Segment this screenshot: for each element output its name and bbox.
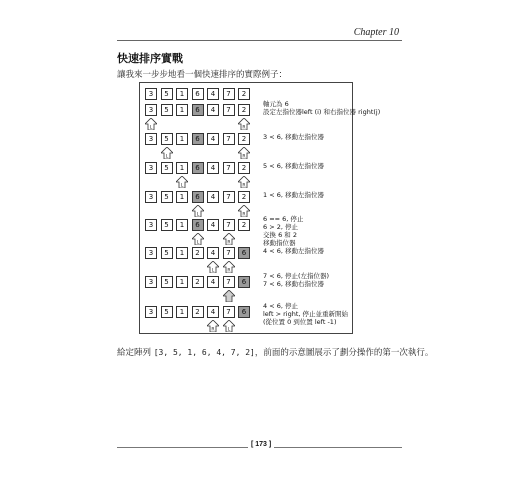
svg-text:L: L xyxy=(149,125,153,130)
pointer-icon xyxy=(223,290,235,302)
array-cell: 7 xyxy=(223,133,235,145)
left-pointer-icon xyxy=(161,147,173,159)
step-note xyxy=(263,247,324,255)
array-cell: 5 xyxy=(161,191,173,203)
array-cell: 1 xyxy=(176,133,188,145)
array-cell: 6 xyxy=(238,247,250,259)
left-pointer-icon xyxy=(207,261,219,273)
array-cell: 4 xyxy=(207,306,219,318)
array-cell: 7 xyxy=(223,306,235,318)
svg-text:R: R xyxy=(226,240,231,245)
array-cell: 7 xyxy=(223,276,235,288)
svg-text:L: L xyxy=(196,240,199,245)
step-note-line: 3 < 6, 移動左指位器 xyxy=(263,133,324,141)
array-cell: 6 xyxy=(192,133,204,145)
step-note-line: 7 < 6, 移動右指位器 xyxy=(263,280,324,288)
caption-suffix: ，前面的示意圖展示了劃分操作的第一次執行。 xyxy=(254,348,434,358)
array-cell: 2 xyxy=(192,276,204,288)
left-pointer-icon xyxy=(223,320,235,332)
right-pointer-icon xyxy=(223,233,235,245)
svg-text:L: L xyxy=(165,154,168,159)
array-cell: 5 xyxy=(161,133,173,145)
svg-text:L: L xyxy=(180,183,184,188)
array-cell: 4 xyxy=(207,104,219,116)
array-cell: 1 xyxy=(176,162,188,174)
step-note xyxy=(263,133,324,141)
array-cell: 1 xyxy=(176,276,188,288)
intro-text: 讓我來一步步地看一個快速排序的實際例子： xyxy=(117,70,288,80)
right-pointer-icon xyxy=(238,118,250,130)
array-cell: 7 xyxy=(223,219,235,231)
step-note-line: 6 > 2, 停止 xyxy=(263,223,298,231)
figure-caption xyxy=(117,346,433,358)
array-cell: 1 xyxy=(176,219,188,231)
array-cell: 4 xyxy=(207,219,219,231)
array-cell: 4 xyxy=(207,133,219,145)
step-note-line: 7 < 6, 停止(左指位器) xyxy=(263,272,330,280)
array-cell: 5 xyxy=(161,276,173,288)
step-note xyxy=(263,302,348,326)
left-pointer-icon xyxy=(192,205,204,217)
array-cell: 7 xyxy=(223,191,235,203)
array-cell: 2 xyxy=(238,219,250,231)
right-pointer-icon xyxy=(223,261,235,273)
svg-text:R: R xyxy=(226,268,231,273)
array-cell: 4 xyxy=(207,247,219,259)
svg-text:L: L xyxy=(211,268,215,273)
array-cell: 6 xyxy=(238,276,250,288)
array-cell: 3 xyxy=(145,88,157,100)
chapter-header: Chapter 10 xyxy=(353,27,399,38)
caption-prefix: 給定陣列 xyxy=(117,348,152,358)
array-cell: 5 xyxy=(161,219,173,231)
section-title: 快速排序實戰 xyxy=(117,52,183,65)
right-pointer-icon xyxy=(238,176,250,188)
step-note-line: 6 == 6, 停止 xyxy=(263,215,304,223)
array-cell: 6 xyxy=(192,219,204,231)
svg-text:R: R xyxy=(242,154,246,159)
svg-text:R: R xyxy=(211,327,215,332)
array-cell: 1 xyxy=(176,247,188,259)
array-cell: 6 xyxy=(238,306,250,318)
right-pointer-icon xyxy=(238,205,250,217)
array-cell: 5 xyxy=(161,306,173,318)
array-cell: 1 xyxy=(176,88,188,100)
step-note-line: 1 < 6, 移動左指位器 xyxy=(263,191,324,199)
step-note-line: 5 < 6, 移動左指位器 xyxy=(263,162,324,170)
step-note xyxy=(263,191,324,199)
array-cell: 7 xyxy=(223,88,235,100)
array-cell: 2 xyxy=(238,191,250,203)
array-cell: 6 xyxy=(192,191,204,203)
array-cell: 4 xyxy=(207,88,219,100)
array-cell: 2 xyxy=(192,247,204,259)
array-cell: 7 xyxy=(223,247,235,259)
right-pointer-icon xyxy=(207,320,219,332)
array-cell: 3 xyxy=(145,306,157,318)
array-cell: 4 xyxy=(207,162,219,174)
array-cell: 5 xyxy=(161,247,173,259)
array-cell: 1 xyxy=(176,191,188,203)
array-cell: 5 xyxy=(161,104,173,116)
array-cell: 5 xyxy=(161,162,173,174)
svg-text:R: R xyxy=(242,212,246,217)
right-pointer-icon xyxy=(238,147,250,159)
step-note-line: 4 < 6, 停止 xyxy=(263,302,298,310)
array-cell: 3 xyxy=(145,104,157,116)
array-cell: 3 xyxy=(145,247,157,259)
left-pointer-icon xyxy=(176,176,188,188)
step-note-line: 設定左指位器left (i) 和右指位器 right(j) xyxy=(263,108,381,116)
step-note-line: left > right, 停止並重新開始 xyxy=(263,310,349,318)
step-note-line: 軸元為 6 xyxy=(263,100,289,108)
array-cell: 1 xyxy=(176,104,188,116)
array-cell: 2 xyxy=(192,306,204,318)
svg-text:R: R xyxy=(242,183,246,188)
array-cell: 5 xyxy=(161,88,173,100)
array-cell: 3 xyxy=(145,133,157,145)
step-note-line: 交換 6 和 2 xyxy=(263,231,297,239)
array-cell: 3 xyxy=(145,162,157,174)
svg-text:L: L xyxy=(227,327,230,332)
array-cell: 6 xyxy=(192,162,204,174)
array-cell: 6 xyxy=(192,104,204,116)
page-number: [ 173 ] xyxy=(248,441,274,448)
step-note xyxy=(263,162,324,170)
step-note-line: 4 < 6, 移動左指位器 xyxy=(263,247,324,255)
svg-text:L: L xyxy=(196,212,199,217)
array-cell: 3 xyxy=(145,276,157,288)
array-cell: 2 xyxy=(238,133,250,145)
array-cell: 3 xyxy=(145,191,157,203)
array-cell: 4 xyxy=(207,191,219,203)
step-note xyxy=(263,215,303,247)
step-note-line: (從位置 0 到位置 left -1) xyxy=(263,318,337,326)
array-cell: 4 xyxy=(207,276,219,288)
array-cell: 3 xyxy=(145,219,157,231)
array-cell: 7 xyxy=(223,162,235,174)
array-cell: 1 xyxy=(176,306,188,318)
header-rule xyxy=(117,40,402,41)
step-note-line: 移動指位器 xyxy=(263,239,296,247)
array-cell: 6 xyxy=(192,88,204,100)
step-note xyxy=(263,100,380,116)
left-pointer-icon xyxy=(145,118,157,130)
array-cell: 2 xyxy=(238,162,250,174)
svg-text:R: R xyxy=(242,125,246,130)
array-cell: 2 xyxy=(238,104,250,116)
caption-array: [3, 5, 1, 6, 4, 7, 2] xyxy=(153,348,255,357)
array-cell: 7 xyxy=(223,104,235,116)
step-note xyxy=(263,272,329,288)
left-pointer-icon xyxy=(192,233,204,245)
array-cell: 2 xyxy=(238,88,250,100)
